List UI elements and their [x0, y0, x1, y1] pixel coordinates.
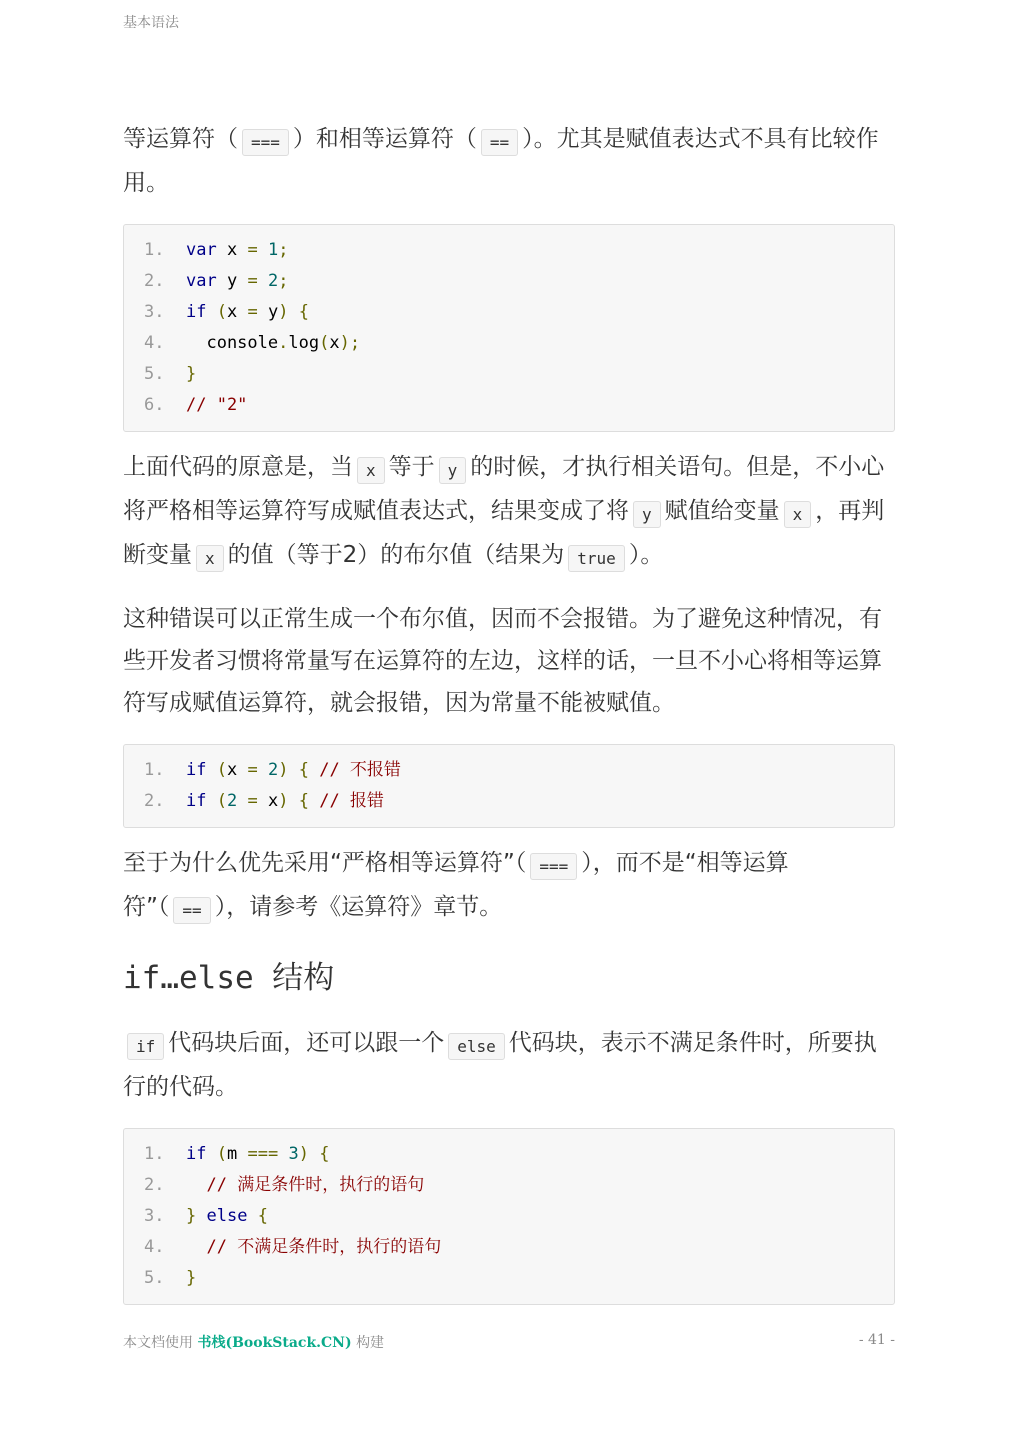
code-token — [247, 1206, 257, 1226]
code-token: // "2" — [186, 395, 248, 415]
code-token: { — [298, 760, 309, 780]
code-token: ) — [298, 1144, 309, 1164]
text: 上面代码的原意是，当 — [123, 454, 353, 480]
code-token: = — [247, 240, 258, 260]
text: 代码块后面，还可以跟一个 — [168, 1030, 445, 1056]
code-token: if — [186, 791, 207, 811]
code-token: } — [186, 364, 197, 384]
text: ）。 — [628, 542, 664, 568]
inline-code: == — [173, 897, 210, 924]
code-token: x — [329, 333, 340, 353]
text: 至于为什么优先采用“严格相等运算符”（ — [123, 850, 527, 876]
footer-brand-link[interactable]: 书栈(BookStack.CN) — [197, 1335, 352, 1351]
text: 赋值给变量 — [664, 498, 780, 524]
code-token — [278, 1144, 288, 1164]
text: ，再判断变量 — [123, 498, 885, 568]
footer-prefix: 本文档使用 — [123, 1335, 193, 1351]
code-block-3 — [123, 1128, 895, 1305]
line-number: 6. — [144, 395, 165, 415]
code-token: 2 — [226, 791, 238, 811]
code-token: ; — [278, 271, 289, 291]
line-number: 2. — [144, 1175, 165, 1195]
section-heading: if…else 结构 — [123, 960, 335, 996]
paragraph-comparison — [123, 118, 895, 204]
code-line — [144, 1232, 874, 1263]
code-token: x — [216, 240, 248, 260]
text: 等运算符（ — [123, 126, 238, 152]
inline-code: == — [481, 129, 518, 156]
code-token — [237, 791, 247, 811]
code-token — [206, 760, 216, 780]
code-line — [144, 1139, 874, 1170]
inline-code: === — [242, 129, 289, 156]
code-token: var — [186, 240, 217, 260]
code-token: = — [247, 760, 258, 780]
inline-code: true — [568, 545, 625, 572]
text: ）和相等运算符（ — [292, 126, 477, 152]
paragraph-constant-left: 这种错误可以正常生成一个布尔值，因而不会报错。为了避免这种情况，有些开发者习惯将常量写在运算符的左边，这样的话，一旦不小心将相等运算符写成赋值运算符，就会报错，因为常量不能被赋值。 — [123, 606, 882, 716]
code-token: ) — [278, 760, 289, 780]
code-token: 3 — [288, 1144, 299, 1164]
inline-code: y — [439, 457, 467, 484]
code-line — [144, 328, 874, 359]
code-line — [144, 755, 874, 786]
code-token: log — [288, 333, 320, 353]
code-token — [288, 791, 298, 811]
inline-code: else — [448, 1033, 505, 1060]
code-token: } — [186, 1268, 197, 1288]
line-number: 1. — [144, 760, 165, 780]
code-line — [144, 266, 874, 297]
text: 的时候，才执行相关语句。但是，不小心将严格相等运算符写成赋值表达式，结果变成了将 — [123, 454, 885, 524]
text: 的值（等于2）的布尔值（结果为 — [227, 542, 565, 568]
code-line — [144, 297, 874, 328]
line-number: 1. — [144, 1144, 165, 1164]
code-token: = — [247, 271, 258, 291]
text: ），请参考《运算符》章节。 — [214, 894, 503, 920]
inline-code: x — [357, 457, 385, 484]
code-token — [309, 760, 319, 780]
code-token: ( — [216, 760, 227, 780]
code-line — [144, 390, 874, 421]
inline-code: if — [127, 1033, 164, 1060]
code-token: 2 — [267, 760, 279, 780]
line-number: 1. — [144, 240, 165, 260]
code-token — [186, 1175, 206, 1195]
code-line — [144, 235, 874, 266]
code-token: = — [247, 791, 258, 811]
code-token: { — [257, 1206, 268, 1226]
code-block-2 — [123, 744, 895, 828]
code-token: if — [186, 1144, 207, 1164]
code-token: m — [226, 1144, 248, 1164]
code-token: if — [186, 302, 207, 322]
code-token: var — [186, 271, 217, 291]
code-token: ); — [339, 333, 361, 353]
code-token: y — [216, 271, 248, 291]
text: ），而不是“相等运算符”（ — [123, 850, 789, 920]
line-number: 2. — [144, 271, 165, 291]
code-block-1 — [123, 224, 895, 432]
code-line — [144, 1201, 874, 1232]
code-token: ) — [278, 791, 289, 811]
code-token: ( — [216, 302, 227, 322]
code-token: // 不满足条件时，执行的语句 — [206, 1237, 442, 1257]
code-token: // 满足条件时，执行的语句 — [206, 1175, 425, 1195]
line-number: 5. — [144, 364, 165, 384]
code-token — [206, 302, 216, 322]
line-number: 4. — [144, 1237, 165, 1257]
text: 等于 — [388, 454, 435, 480]
code-token: x — [226, 302, 248, 322]
code-token: { — [319, 1144, 330, 1164]
code-token: x — [226, 760, 248, 780]
code-token: = — [247, 302, 258, 322]
code-token: ( — [319, 333, 330, 353]
text: ）。尤其是赋值表达式不具有比较作用。 — [123, 126, 879, 196]
code-token — [206, 791, 216, 811]
footer-suffix: 构建 — [356, 1335, 385, 1351]
line-number: 4. — [144, 333, 165, 353]
code-line — [144, 1170, 874, 1201]
code-line — [144, 786, 874, 817]
code-token — [206, 1144, 216, 1164]
inline-code: x — [784, 501, 812, 528]
code-token — [288, 302, 298, 322]
inline-code: y — [633, 501, 661, 528]
code-token — [196, 1206, 206, 1226]
code-token — [258, 760, 268, 780]
code-token: if — [186, 760, 207, 780]
code-token — [258, 271, 268, 291]
code-token: { — [298, 302, 309, 322]
paragraph-explanation — [123, 446, 895, 578]
page-number: - 41 - — [858, 1332, 895, 1348]
paragraph-strict-equality — [123, 842, 895, 930]
inline-code: x — [196, 545, 224, 572]
code-token: . — [278, 333, 289, 353]
code-token: console — [186, 333, 279, 353]
page-footer — [123, 1332, 895, 1352]
code-token — [258, 240, 268, 260]
code-line — [144, 359, 874, 390]
line-number: 3. — [144, 302, 165, 322]
code-token: // 报错 — [319, 791, 384, 811]
page-content — [123, 118, 895, 1319]
paragraph-else — [123, 1022, 895, 1108]
code-token: } — [186, 1206, 197, 1226]
running-header: 基本语法 — [123, 15, 179, 31]
code-token: ( — [216, 1144, 227, 1164]
code-token: 2 — [267, 271, 279, 291]
code-token: x — [257, 791, 279, 811]
line-number: 5. — [144, 1268, 165, 1288]
code-token: ; — [278, 240, 289, 260]
code-token: ( — [216, 791, 227, 811]
text: 代码块，表示不满足条件时，所要执行的代码。 — [123, 1030, 877, 1100]
code-token: // 不报错 — [319, 760, 401, 780]
code-token: y — [257, 302, 279, 322]
code-token: === — [247, 1144, 279, 1164]
code-line — [144, 1263, 874, 1294]
code-token: { — [298, 791, 309, 811]
code-token — [288, 760, 298, 780]
code-token — [309, 1144, 319, 1164]
code-token: else — [206, 1206, 248, 1226]
line-number: 3. — [144, 1206, 165, 1226]
line-number: 2. — [144, 791, 165, 811]
code-token — [309, 791, 319, 811]
code-token: 1 — [267, 240, 279, 260]
code-token — [186, 1237, 206, 1257]
inline-code: === — [530, 853, 577, 880]
code-token: ) — [278, 302, 289, 322]
